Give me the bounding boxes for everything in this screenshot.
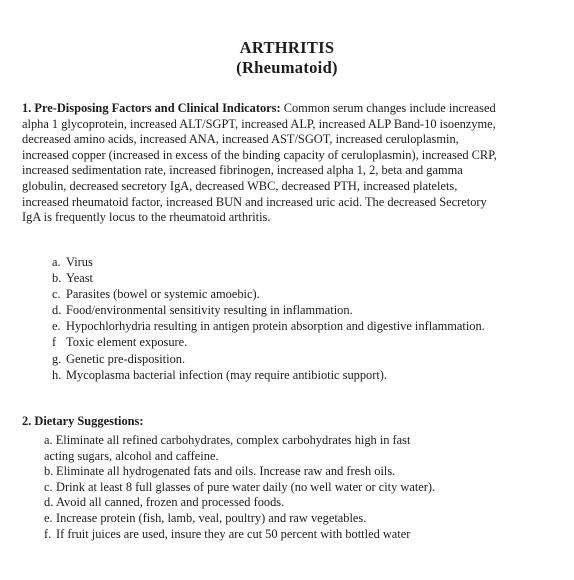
list-item-text: Mycoplasma bacterial infection (may require antibiotic support). bbox=[66, 367, 388, 382]
list-item-text: Virus bbox=[66, 255, 93, 269]
list-item bbox=[44, 480, 559, 496]
list-item-marker: h. bbox=[52, 367, 62, 382]
section1-line-7: IgA is frequently locus to the rheumatoid arthritis. bbox=[22, 210, 271, 225]
list-item bbox=[52, 270, 557, 286]
list-item bbox=[52, 367, 557, 383]
list-item bbox=[44, 527, 559, 543]
section-predisposing-factors bbox=[22, 101, 562, 226]
list-item bbox=[52, 286, 557, 302]
list-item-marker: b. bbox=[52, 271, 62, 286]
list-item-text: Yeast bbox=[66, 271, 93, 286]
list-item-text: Hypochlorhydria resulting in antigen protein absorption and digestive inflammation. bbox=[66, 319, 485, 334]
list-item bbox=[44, 433, 559, 464]
section1-line-5: globulin, decreased secretory IgA, decreased WBC, decreased PTH, increased platelets, bbox=[22, 178, 458, 193]
list-item bbox=[44, 464, 559, 480]
list-item-text-continued: acting sugars, alcohol and caffeine. bbox=[44, 448, 219, 463]
list-item-marker: a. bbox=[44, 433, 53, 447]
list-item bbox=[52, 334, 557, 350]
page-cutoff-fade bbox=[0, 554, 574, 580]
list-item-marker: d. bbox=[44, 495, 54, 510]
list-item-marker: g. bbox=[52, 351, 62, 366]
section1-heading: 1. Pre-Disposing Factors and Clinical Indicators: bbox=[22, 101, 281, 115]
list-item-marker: c. bbox=[52, 287, 61, 302]
list-item-marker: d. bbox=[52, 303, 62, 318]
section1-line-3: increased copper (increased in excess of the binding capacity of ceruloplasmin), increased CRP, bbox=[22, 147, 497, 162]
section-dietary-suggestions bbox=[22, 414, 562, 430]
list-item-marker: f. bbox=[44, 526, 52, 541]
list-item bbox=[52, 318, 557, 334]
dietary-suggestions-list bbox=[44, 433, 559, 542]
list-item-text: Genetic pre-disposition. bbox=[66, 351, 186, 366]
list-item-text: Eliminate all hydrogenated fats and oils. Increase raw and fresh oils. bbox=[56, 464, 396, 479]
section1-line-0: Common serum changes include increased bbox=[280, 101, 496, 115]
list-item-text: Increase protein (fish, lamb, veal, poultry) and raw vegetables. bbox=[56, 510, 367, 525]
list-item bbox=[44, 495, 559, 511]
section1-paragraph bbox=[22, 101, 562, 226]
list-item-marker: b. bbox=[44, 464, 54, 479]
list-item bbox=[52, 254, 557, 270]
list-item-marker: f bbox=[52, 335, 57, 350]
document-subtitle: (Rheumatoid) bbox=[236, 58, 338, 77]
list-item bbox=[52, 302, 557, 318]
list-item bbox=[52, 351, 557, 367]
list-item-text: Avoid all canned, frozen and processed foods. bbox=[56, 495, 285, 510]
list-item-text: Eliminate all refined carbohydrates, complex carbohydrates high in fast bbox=[55, 433, 411, 447]
section1-line-4: increased sedimentation rate, increased fibrinogen, increased alpha 1, 2, beta and gamma bbox=[22, 163, 463, 178]
predisposing-factors-list bbox=[52, 254, 557, 383]
document-title: ARTHRITIS bbox=[239, 38, 335, 57]
list-item-marker: a. bbox=[52, 255, 61, 269]
section1-line-1: alpha 1 glycoprotein, increased ALT/SGPT, increased ALP, increased ALP Band-10 isoenzyme, bbox=[22, 116, 496, 131]
section2-heading: 2. Dietary Suggestions: bbox=[22, 414, 144, 428]
list-item-marker: c. bbox=[44, 479, 53, 494]
list-item-text: Toxic element exposure. bbox=[66, 335, 188, 350]
list-item-text: Parasites (bowel or systemic amoebic). bbox=[66, 287, 260, 302]
list-item-marker: e. bbox=[44, 510, 53, 525]
section1-line-6: increased rheumatoid factor, increased BUN and increased uric acid. The decreased Secretory bbox=[22, 194, 487, 209]
list-item bbox=[44, 511, 559, 527]
list-item-text: Food/environmental sensitivity resulting in inflammation. bbox=[66, 303, 353, 318]
list-item-marker: e. bbox=[52, 319, 61, 334]
section1-line-2: decreased amino acids, increased ANA, increased AST/SGOT, increased ceruloplasmin, bbox=[22, 132, 459, 147]
list-item-text: Drink at least 8 full glasses of pure water daily (no well water or city water). bbox=[56, 479, 436, 494]
list-item-text: If fruit juices are used, insure they are cut 50 percent with bottled water bbox=[56, 526, 411, 541]
